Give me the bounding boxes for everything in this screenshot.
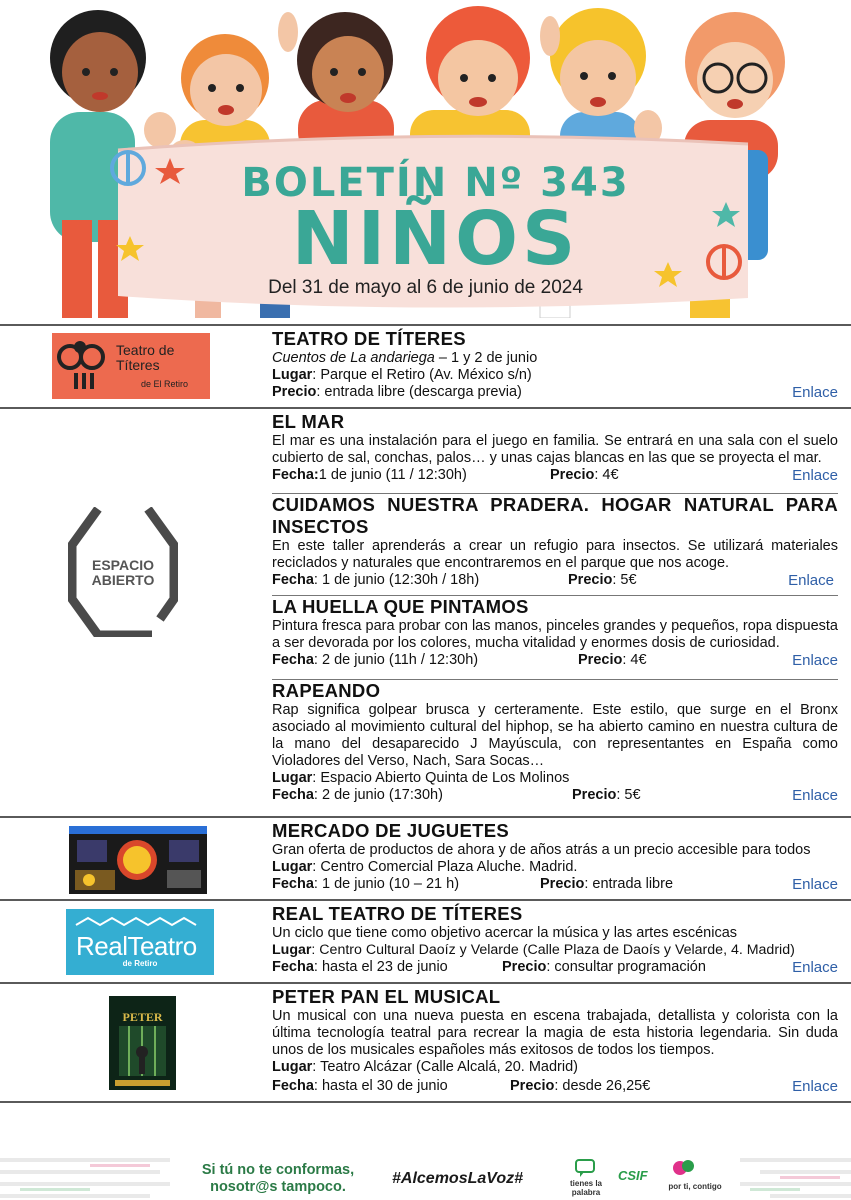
puppet-mask-icon xyxy=(52,333,112,399)
event-price: : entrada libre xyxy=(584,876,674,892)
event-price: : consultar programación xyxy=(546,959,706,975)
place-label: Lugar xyxy=(272,942,312,958)
price-label: Precio xyxy=(578,652,623,668)
real-teatro-logo xyxy=(66,909,214,975)
event-title: REAL TEATRO DE TÍTERES xyxy=(272,903,523,924)
event-link[interactable]: Enlace xyxy=(792,1078,838,1095)
date-label: Fecha xyxy=(272,572,314,588)
event-list xyxy=(272,411,838,815)
event-rapeando xyxy=(272,679,838,815)
event-title: RAPEANDO xyxy=(272,680,381,701)
event-cuidamos-pradera xyxy=(272,493,838,595)
logo-cell xyxy=(0,409,265,817)
event-place: : Teatro Alcázar (Calle Alcalá, 20. Madrid) xyxy=(312,1059,578,1075)
footer-hashtag: #AlcemosLaVoz# xyxy=(392,1170,524,1187)
event-description: Un musical con una nueva puesta en escena trabajada, detallista y colorista con la última tecnología teatral para recrear la magia de esta historia legendaria. Sin duda unos de los musicales españoles más exitosos de todos los tiempos. xyxy=(272,1008,838,1058)
logo-sub: de Retiro xyxy=(122,959,158,968)
slogan-line2: nosotr@s tampoco. xyxy=(210,1179,346,1195)
price-label: Precio xyxy=(572,787,617,803)
event-title: TEATRO DE TÍTERES xyxy=(272,328,466,349)
event-list xyxy=(272,328,838,401)
event-link[interactable]: Enlace xyxy=(792,787,838,804)
event-date: 1 de junio (11 / 12:30h) xyxy=(318,467,467,483)
place-label: Lugar xyxy=(272,859,313,875)
bulletin-number: BOLETÍN Nº 343 xyxy=(241,160,630,206)
event-date: : 2 de junio (11h / 12:30h) xyxy=(313,652,479,668)
date-range: Del 31 de mayo al 6 de junio de 2024 xyxy=(268,277,583,298)
slogan-line1: Si tú no te conformas, xyxy=(201,1162,355,1178)
date-label: Fecha xyxy=(272,1078,314,1094)
price-label: Precio xyxy=(550,467,595,483)
event-description: En este taller aprenderás a crear un refugio para insectos. Se utilizará materiales reciclados y naturales que encontraremos en el parque que nos acoge. xyxy=(272,538,838,571)
logo-cell xyxy=(0,818,265,900)
logo-text-line3: de El Retiro xyxy=(141,379,189,389)
mercado-juguetes-poster xyxy=(69,826,207,894)
event-link[interactable]: Enlace xyxy=(788,572,834,589)
event-peter-pan xyxy=(272,986,838,1095)
event-date: : 1 de junio (12:30h / 18h) xyxy=(313,572,480,588)
logo-name: RealTeatro xyxy=(76,931,197,961)
page-title: NIÑOS xyxy=(291,196,580,282)
por-ti-contigo: por ti, contigo xyxy=(668,1182,722,1191)
event-date: : 1 de junio (10 – 21 h) xyxy=(313,876,460,892)
event-date: : hasta el 23 de junio xyxy=(313,959,448,975)
event-title: LA HUELLA QUE PINTAMOS xyxy=(272,596,529,617)
event-la-huella xyxy=(272,595,838,679)
event-dates: – 1 y 2 de junio xyxy=(434,350,538,366)
date-label: Fecha xyxy=(272,959,314,975)
event-place: : Centro Cultural Daoíz y Velarde (Calle Plaza de Daoís y Velarde, 4. Madrid) xyxy=(311,942,795,958)
logo-cell xyxy=(0,901,265,983)
place-label: Lugar xyxy=(272,1059,313,1075)
peter-pan-poster xyxy=(109,996,176,1090)
price-label: Precio xyxy=(502,959,547,975)
event-teatro-titeres xyxy=(272,328,838,401)
poster-title: PETER xyxy=(122,1010,163,1024)
toy-market-poster-image xyxy=(69,826,207,894)
event-mercado-juguetes xyxy=(272,820,838,893)
section-real-teatro xyxy=(0,899,851,983)
event-title: EL MAR xyxy=(272,411,345,432)
footer-slogan xyxy=(188,1162,368,1196)
event-description: Pintura fresca para probar con las manos, pinceles grandes y pequeños, ropa dispuesta a ser devorada por los colores, mucha vitalidad y enormes dosis de curiosidad. xyxy=(272,618,838,651)
event-description: Gran oferta de productos de ahora y de años atrás a un precio accesible para todos xyxy=(272,842,811,858)
event-place: : Espacio Abierto Quinta de Los Molinos xyxy=(312,770,570,786)
price-label: Precio xyxy=(510,1078,555,1094)
event-list xyxy=(272,986,838,1095)
header-illustration xyxy=(0,0,851,318)
event-link[interactable]: Enlace xyxy=(792,467,838,484)
event-link[interactable]: Enlace xyxy=(792,384,838,401)
event-link[interactable]: Enlace xyxy=(792,652,838,669)
price-label: Precio xyxy=(272,384,317,400)
date-label: Fecha xyxy=(272,787,314,803)
tienes-palabra-line1: tienes la xyxy=(569,1179,602,1188)
event-price: : 5€ xyxy=(612,572,637,588)
event-description: Un ciclo que tiene como objetivo acercar la música y las artes escénicas xyxy=(272,925,738,941)
event-place: : Parque el Retiro (Av. México s/n) xyxy=(312,367,532,383)
section-peter-pan xyxy=(0,982,851,1103)
section-espacio-abierto xyxy=(0,407,851,817)
event-list xyxy=(272,903,838,976)
place-label: Lugar xyxy=(272,770,313,786)
tienes-palabra-line2: palabra xyxy=(571,1188,601,1197)
event-date: : hasta el 30 de junio xyxy=(313,1078,448,1094)
heart-icon xyxy=(672,1158,696,1178)
show-name: La andariega xyxy=(350,350,435,366)
teatro-titeres-logo xyxy=(52,333,210,399)
event-link[interactable]: Enlace xyxy=(792,959,838,976)
event-el-mar xyxy=(272,411,838,493)
logo-text-line1: Teatro de xyxy=(116,342,175,358)
date-label: Fecha xyxy=(272,876,314,892)
section-mercado-juguetes xyxy=(0,816,851,900)
event-link[interactable]: Enlace xyxy=(792,876,838,893)
date-label: Fecha: xyxy=(272,467,319,483)
wave-line-icon xyxy=(66,913,214,933)
event-price: : 4€ xyxy=(622,652,647,668)
espacio-abierto-logo xyxy=(68,507,178,637)
price-label: Precio xyxy=(540,876,585,892)
place-label: Lugar xyxy=(272,367,313,383)
event-date: : 2 de junio (17:30h) xyxy=(313,787,443,803)
event-price: : desde 26,25€ xyxy=(554,1078,651,1094)
event-price: : entrada libre (descarga previa) xyxy=(316,384,522,400)
event-place: : Centro Comercial Plaza Aluche. Madrid. xyxy=(312,859,578,875)
date-label: Fecha xyxy=(272,652,314,668)
event-description: Rap significa golpear brusca y certeramente. Este estilo, que surge en el Bronx asociado al movimiento cultural del hiphop, se ha abierto camino en nuestra cultura de la mano del desaparecido J Mayúscula, con representantes en España como Violadores del Verso, Nach, Sara Socas… xyxy=(272,702,838,769)
footer xyxy=(0,1152,851,1200)
event-description: El mar es una instalación para el juego en familia. Se entrará en una sala con el suelo cubierto de sal, conchas, palos… y unas cajas blancas en las que se proyecta el mar. xyxy=(272,433,838,466)
csif-logo: CSIF xyxy=(618,1168,648,1183)
event-title: PETER PAN EL MUSICAL xyxy=(272,986,501,1007)
logo-cell xyxy=(0,326,265,408)
event-title: CUIDAMOS NUESTRA PRADERA. HOGAR NATURAL PARA INSECTOS xyxy=(272,494,838,537)
event-list xyxy=(272,820,838,893)
price-label: Precio xyxy=(568,572,613,588)
event-title: MERCADO DE JUGUETES xyxy=(272,820,509,841)
event-price: : 4€ xyxy=(594,467,619,483)
logo-text-line1: ESPACIO xyxy=(92,557,154,573)
logo-text-line2: ABIERTO xyxy=(91,572,155,588)
logo-cell xyxy=(0,984,265,1101)
logo-text-line2: Títeres xyxy=(116,357,160,373)
event-real-teatro xyxy=(272,903,838,976)
speech-bubble-icon xyxy=(574,1158,598,1178)
show-name-prefix: Cuentos de xyxy=(272,350,351,366)
event-price: : 5€ xyxy=(616,787,641,803)
section-teatro-titeres xyxy=(0,324,851,408)
